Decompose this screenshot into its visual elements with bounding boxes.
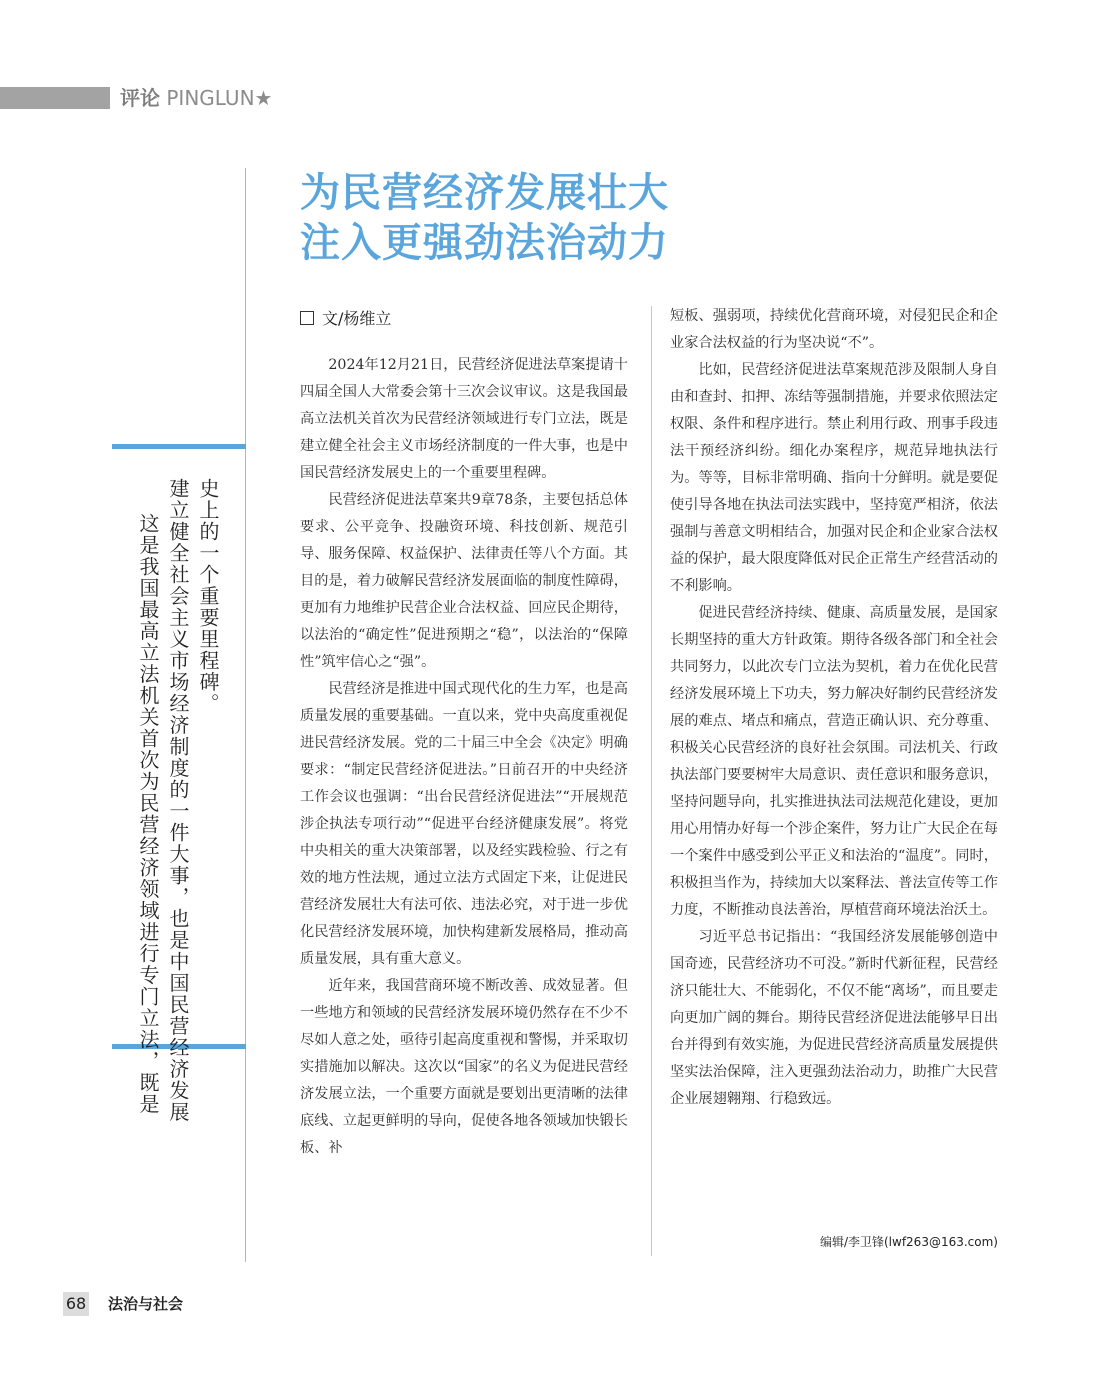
editor-credit: 编辑/李卫锋(lwf263@163.com): [819, 1235, 998, 1249]
paragraph: 近年来，我国营商环境不断改善、成效显著。但一些地方和领域的民营经济发展环境仍然存在不少不尽如人意之处，亟待引起高度重视和警惕，并采取切实措施加以解决。这次以“国家”的名义为促进民营经济发展立法，一个重要方面就是要划出更清晰的法律底线、立起更鲜明的导向，促使各地各领域加快锻长板、补: [300, 978, 628, 1156]
page-number: 68: [63, 1292, 89, 1316]
body-column-left: [300, 352, 628, 1162]
body-column-right: [670, 303, 998, 1113]
magazine-name: 法治与社会: [108, 1295, 184, 1313]
pull-quote-column-2: 建立健全社会主义市场经济制度的一件大事，也是中国民营经济发展: [166, 478, 190, 1123]
pull-quote-column-1: 史上的一个重要里程碑。: [196, 478, 220, 715]
article-title-line-2: 注入更强劲法治动力: [300, 220, 669, 266]
byline-author: 文/杨维立: [322, 309, 392, 328]
paragraph-continuation: 短板、强弱项，持续优化营商环境，对侵犯民企和企业家合法权益的行为坚决说“不”。: [670, 308, 998, 351]
byline: [300, 307, 391, 331]
paragraph: 2024年12月21日，民营经济促进法草案提请十四届全国人大常委会第十三次会议审议。这是我国最高立法机关首次为民营经济领域进行专门立法，既是建立健全社会主义市场经济制度的一件大事，也是中国民营经济发展史上的一个重要里程碑。: [300, 357, 628, 481]
paragraph: 习近平总书记指出：“我国经济发展能够创造中国奇迹，民营经济功不可没。”新时代新征程，民营经济只能壮大、不能弱化，不仅不能“离场”，而且要走向更加广阔的舞台。期待民营经济促进法能够早日出台并得到有效实施，为促进民营经济高质量发展提供坚实法治保障，注入更强劲法治动力，助推广大民营企业展翅翱翔、行稳致远。: [670, 929, 998, 1107]
byline-box-icon: [300, 311, 314, 325]
column-separator: [651, 306, 652, 1256]
paragraph: 比如，民营经济促进法草案规范涉及限制人身自由和查封、扣押、冻结等强制措施，并要求依照法定权限、条件和程序进行。禁止利用行政、刑事手段违法干预经济纠纷。细化办案程序，规范异地执法行为。等等，目标非常明确、指向十分鲜明。就是要促使引导各地在执法司法实践中，坚持宽严相济，依法强制与善意文明相结合，加强对民企和企业家合法权益的保护，最大限度降低对民企正常生产经营活动的不利影响。: [670, 362, 998, 594]
section-header-bar: [0, 87, 110, 109]
left-vertical-rule: [245, 168, 246, 1262]
article-title: [300, 168, 1000, 268]
article-title-line-1: 为民营经济发展壮大: [300, 170, 669, 216]
paragraph: 促进民营经济持续、健康、高质量发展，是国家长期坚持的重大方针政策。期待各级各部门和全社会共同努力，以此次专门立法为契机，着力在优化民营经济发展环境上下功夫，努力解决好制约民营经济发展的难点、堵点和痛点，营造正确认识、充分尊重、积极关心民营经济的良好社会氛围。司法机关、行政执法部门要要树牢大局意识、责任意识和服务意识，坚持问题导向，扎实推进执法司法规范化建设，更加用心用情办好每一个涉企案件，努力让广大民企在每一个案件中感受到公平正义和法治的“温度”。同时，积极担当作为，持续加大以案释法、普法宣传等工作力度，不断推动良法善治，厚植营商环境法治沃土。: [670, 605, 998, 918]
pull-quote-column-3: 这是我国最高立法机关首次为民营经济领域进行专门立法，既是: [136, 513, 160, 1115]
section-name-cn: 评论: [120, 86, 160, 110]
section-name-en: PINGLUN: [166, 86, 255, 110]
paragraph: 民营经济促进法草案共9章78条，主要包括总体要求、公平竞争、投融资环境、科技创新、规范引导、服务保障、权益保护、法律责任等八个方面。其目的是，着力破解民营经济发展面临的制度性障碍，更加有力地维护民营企业合法权益、回应民企期待，以法治的“确定性”促进预期之“稳”，以法治的“保障性”筑牢信心之“强”。: [300, 492, 628, 670]
star-icon: ★: [254, 86, 273, 110]
pull-quote-top-rule: [112, 444, 246, 449]
paragraph: 民营经济是推进中国式现代化的生力军，也是高质量发展的重要基础。一直以来，党中央高度重视促进民营经济发展。党的二十届三中全会《决定》明确要求：“制定民营经济促进法。”日前召开的中央经济工作会议也强调：“出台民营经济促进法”“开展规范涉企执法专项行动”“促进平台经济健康发展”。将党中央相关的重大决策部署，以及经实践检验、行之有效的地方性法规，通过立法方式固定下来，让促进民营经济发展壮大有法可依、违法必究，对于进一步优化民营经济发展环境，加快构建新发展格局，推动高质量发展，具有重大意义。: [300, 681, 628, 967]
section-header: [120, 85, 272, 111]
